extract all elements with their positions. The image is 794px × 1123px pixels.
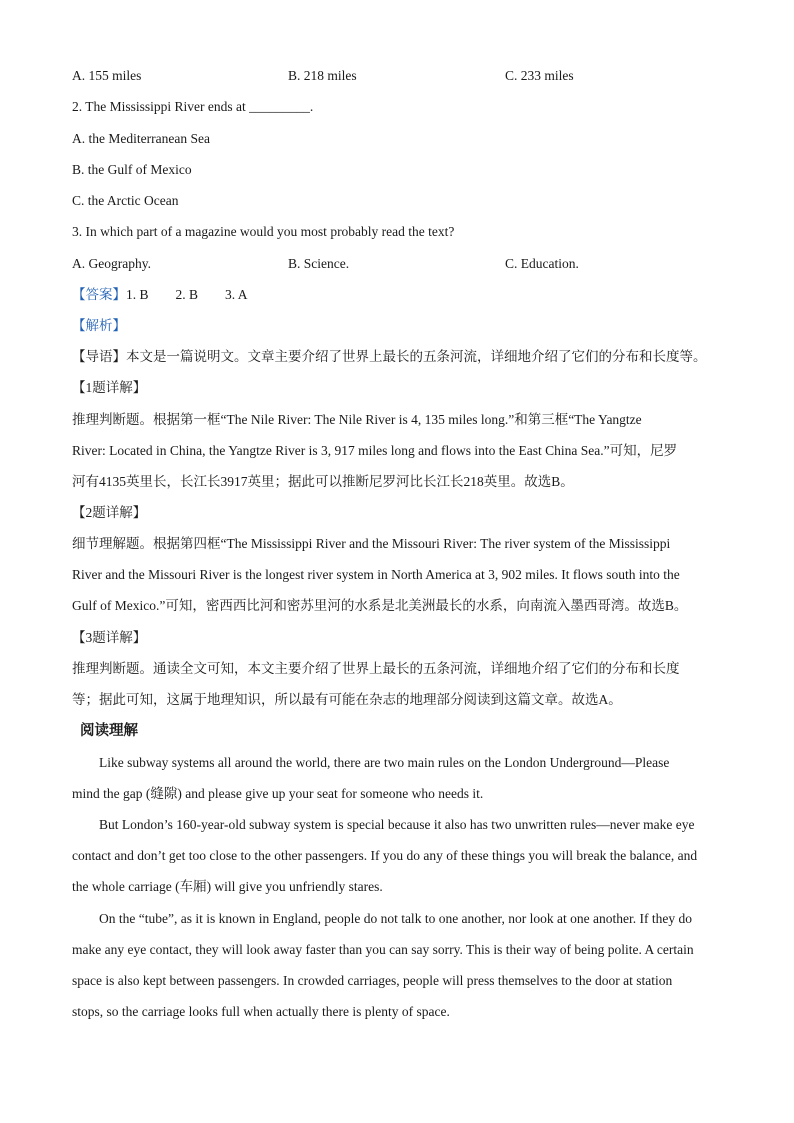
detail1-tag: 【1题详解】 [72,380,147,395]
detail3-tag: 【3题详解】 [72,630,147,645]
detail1-line: 推理判断题。根据第一框“The Nile River: The Nile River is 4, 135 miles long.”和第三框“The Yangtze [72,412,642,427]
reading-line: stops, so the carriage looks full when actually there is plenty of space. [72,1004,450,1019]
answer-line [72,286,248,304]
q2-option-a: A. the Mediterranean Sea [72,131,210,146]
reading-title: 阅读理解 [80,723,138,739]
reading-line: space is also kept between passengers. In crowded carriages, people will press themselves to the door at station [72,973,673,988]
reading-line: mind the gap (缝隙) and please give up your seat for someone who needs it. [72,786,484,801]
answer-tag: 【答案】 [72,287,126,302]
guide-text: 【导语】本文是一篇说明文。文章主要介绍了世界上最长的五条河流，详细地介绍了它们的分布和长度等。 [72,349,707,364]
reading-line: contact and don’t get too close to the other passengers. If you do any of these things you will break the balance, and [72,848,698,863]
detail2-line: 细节理解题。根据第四框“The Mississippi River and the Missouri River: The river system of the Mississippi [72,536,671,551]
detail1-line: 河有4135英里长，长江长3917英里；据此可以推断尼罗河比长江长218英里。故选B。 [72,474,574,489]
reading-line: Like subway systems all around the world, there are two main rules on the London Underground—Please [99,755,670,770]
q3-option-c: C. Education. [505,256,579,271]
detail2-line: Gulf of Mexico.”可知，密西西比河和密苏里河的水系是北美洲最长的水系，向南流入墨西哥湾。故选B。 [72,598,688,613]
q1-option-b: B. 218 miles [288,68,357,83]
detail2-line: River and the Missouri River is the longest river system in North America at 3, 902 miles. It flows south into the [72,567,680,582]
reading-line: But London’s 160-year-old subway system is special because it also has two unwritten rules—never make eye [99,817,695,832]
q2-option-b: B. the Gulf of Mexico [72,162,192,177]
reading-line: On the “tube”, as it is known in England, people do not talk to one another, nor look at one another. If they do [99,911,692,926]
q3-option-a: A. Geography. [72,256,151,271]
detail3-line: 推理判断题。通读全文可知，本文主要介绍了世界上最长的五条河流，详细地介绍了它们的分布和长度 [72,661,680,676]
q3-stem: 3. In which part of a magazine would you most probably read the text? [72,224,455,239]
answer-text: 1. B 2. B 3. A [126,287,248,302]
reading-line: the whole carriage (车厢) will give you unfriendly stares. [72,879,383,894]
q2-stem: 2. The Mississippi River ends at _________. [72,99,314,114]
analysis-tag: 【解析】 [72,318,126,333]
detail1-line: River: Located in China, the Yangtze River is 3, 917 miles long and flows into the East China Sea.”可知，尼罗 [72,443,678,458]
q1-option-a: A. 155 miles [72,68,142,83]
q1-option-c: C. 233 miles [505,68,574,83]
reading-line: make any eye contact, they will look away faster than you can say sorry. This is their way of being polite. A certain [72,942,694,957]
q2-option-c: C. the Arctic Ocean [72,193,179,208]
detail2-tag: 【2题详解】 [72,505,147,520]
detail3-line: 等；据此可知，这属于地理知识，所以最有可能在杂志的地理部分阅读到这篇文章。故选A。 [72,692,622,707]
q3-option-b: B. Science. [288,256,350,271]
